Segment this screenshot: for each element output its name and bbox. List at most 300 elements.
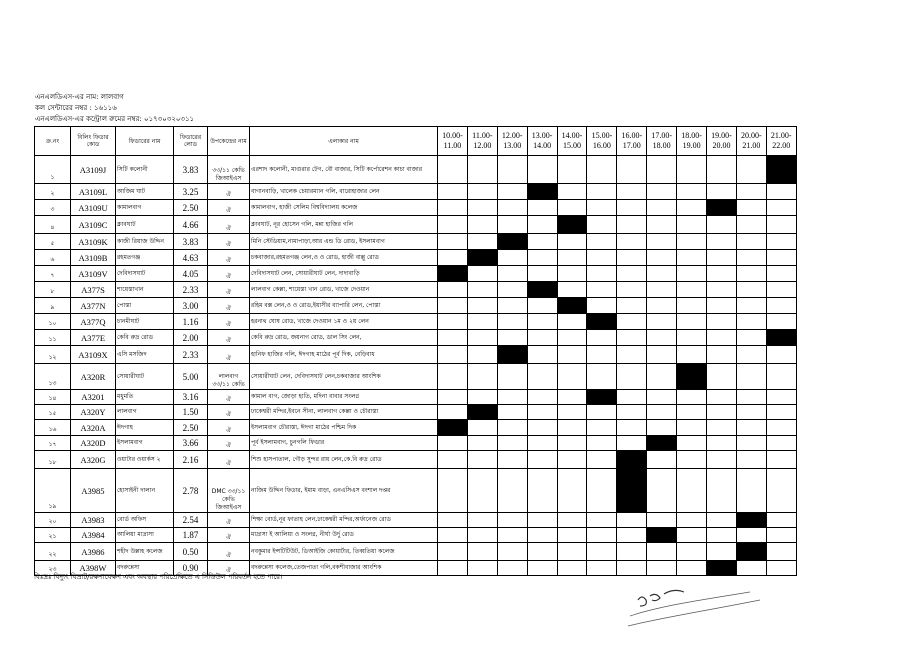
outage-slot-empty xyxy=(707,528,737,543)
outage-slot-empty xyxy=(587,543,617,561)
outage-slot-empty xyxy=(467,216,497,234)
feeder-code: A377E xyxy=(71,330,116,346)
feeder-load: 4.05 xyxy=(174,266,208,282)
outage-slot-empty xyxy=(647,234,677,250)
outage-slot-empty xyxy=(766,184,796,200)
feeder-load: 2.54 xyxy=(174,513,208,528)
outage-slot-empty xyxy=(707,184,737,200)
area-name: চকবাজার,রহমতগঞ্জ লেন,ও ও রোড, হাজী বাল্লু রোড xyxy=(250,250,438,266)
outage-slot-empty xyxy=(587,436,617,451)
outage-slot-empty xyxy=(617,436,647,451)
area-name: এরশাদ কলোনী, মাগুরার টেগ, বৌ বাজার, সিটি কর্পোরেশন কাচা বাজার xyxy=(250,156,438,184)
row-sn: ৩ xyxy=(35,200,71,216)
outage-slot-empty xyxy=(736,390,766,405)
substation-name: ঐ xyxy=(208,282,250,298)
outage-slot-empty xyxy=(736,266,766,282)
feeder-name: ক্লাবঘাট xyxy=(116,216,174,234)
feeder-name: বোর্ড অফিস xyxy=(116,513,174,528)
outage-slot-empty xyxy=(438,469,468,513)
outage-slot-empty xyxy=(736,184,766,200)
outage-slot-empty xyxy=(587,513,617,528)
outage-slot-empty xyxy=(587,420,617,436)
outage-slot-empty xyxy=(527,390,557,405)
feeder-code: A3985 xyxy=(71,469,116,513)
outage-slot-empty xyxy=(527,513,557,528)
col-header-feeder-name: ফিডারের নাম xyxy=(116,127,174,156)
outage-slot-empty xyxy=(497,282,527,298)
feeder-code: A320G xyxy=(71,451,116,469)
feeder-load: 3.83 xyxy=(174,234,208,250)
outage-slot-empty xyxy=(587,528,617,543)
col-header-area: এলাকার নাম xyxy=(250,127,438,156)
feeder-name: কাজী রিয়াজ উদ্দিন xyxy=(116,234,174,250)
table-row xyxy=(35,469,797,513)
outage-slot-empty xyxy=(438,346,468,364)
table-row xyxy=(35,216,797,234)
outage-slot-empty xyxy=(707,469,737,513)
outage-slot-empty xyxy=(766,420,796,436)
outage-slot-empty xyxy=(438,405,468,420)
outage-slot-empty xyxy=(647,298,677,314)
outage-slot-empty xyxy=(557,405,587,420)
area-name: বদরুন্নেসা কলেজ,তেজপাতা গলি,বকশীবাজার আংশিক xyxy=(250,561,438,576)
col-header-sn: ক্র.নং xyxy=(35,127,71,156)
outage-slot-empty xyxy=(527,561,557,576)
area-name: শিশু হাসপাতাল, গৌড় সুন্দর রায় লেন,কে.বি রুদ্র রোড xyxy=(250,451,438,469)
feeder-code: A3983 xyxy=(71,513,116,528)
outage-slot-empty xyxy=(467,543,497,561)
outage-slot-empty xyxy=(677,390,707,405)
outage-slot-empty xyxy=(766,234,796,250)
outage-slot-empty xyxy=(677,234,707,250)
feeder-name: শায়েস্তাখান xyxy=(116,282,174,298)
outage-slot-marked xyxy=(557,216,587,234)
outage-slot-empty xyxy=(617,390,647,405)
outage-slot-empty xyxy=(617,314,647,330)
outage-slot-empty xyxy=(467,314,497,330)
col-header-slot: 12.00-13.00 xyxy=(497,127,527,156)
outage-slot-empty xyxy=(527,420,557,436)
outage-slot-empty xyxy=(647,156,677,184)
area-name: রহিম বক্স লেন,ও ও রোড,ইয়াসীর ব্যাপারি লেন, পোস্তা xyxy=(250,298,438,314)
outage-slot-empty xyxy=(647,200,677,216)
col-header-slot: 18.00-19.00 xyxy=(677,127,707,156)
nlds-name: এনএলডিএস-এর নাম: লালবাগ xyxy=(35,93,124,101)
feeder-code: A3201 xyxy=(71,390,116,405)
outage-slot-marked xyxy=(736,543,766,561)
outage-slot-empty xyxy=(557,469,587,513)
col-header-slot: 15.00-16.00 xyxy=(587,127,617,156)
substation-name: ঐ xyxy=(208,436,250,451)
outage-slot-marked xyxy=(497,234,527,250)
outage-slot-empty xyxy=(467,513,497,528)
outage-slot-empty xyxy=(527,156,557,184)
substation-name: ঐ xyxy=(208,298,250,314)
outage-slot-empty xyxy=(438,298,468,314)
outage-slot-empty xyxy=(736,451,766,469)
outage-slot-empty xyxy=(736,200,766,216)
outage-slot-empty xyxy=(438,364,468,390)
table-row xyxy=(35,436,797,451)
area-name: নাজিম উদ্দিন ফিডার, ইমাম বাড়া, এনএসিএস বংশাল দপ্তর xyxy=(250,469,438,513)
outage-slot-empty xyxy=(587,216,617,234)
area-name: লালবাগ কেল্লা, শায়েস্তা খান রোড, খাজে দেওয়ান xyxy=(250,282,438,298)
table-header-row xyxy=(35,127,797,156)
outage-slot-empty xyxy=(527,216,557,234)
substation-name: ঐ xyxy=(208,266,250,282)
col-header-slot: 19.00-20.00 xyxy=(707,127,737,156)
outage-slot-empty xyxy=(587,250,617,266)
outage-slot-empty xyxy=(766,561,796,576)
outage-slot-empty xyxy=(677,282,707,298)
col-header-substation: উপকেন্দ্রের নাম xyxy=(208,127,250,156)
outage-slot-marked xyxy=(467,250,497,266)
outage-slot-empty xyxy=(557,543,587,561)
outage-slot-empty xyxy=(587,346,617,364)
feeder-load: 1.50 xyxy=(174,405,208,420)
feeder-name: সিটি কলোনী xyxy=(116,156,174,184)
substation-name: ঐ xyxy=(208,390,250,405)
feeder-load: 3.16 xyxy=(174,390,208,405)
feeder-load: 0.50 xyxy=(174,543,208,561)
outage-slot-empty xyxy=(677,184,707,200)
table-body xyxy=(35,156,797,576)
feeder-code: A3109L xyxy=(71,184,116,200)
table-row xyxy=(35,184,797,200)
outage-slot-empty xyxy=(467,234,497,250)
feeder-load: 2.50 xyxy=(174,420,208,436)
outage-slot-empty xyxy=(677,469,707,513)
outage-slot-empty xyxy=(557,513,587,528)
table-row xyxy=(35,451,797,469)
table-row xyxy=(35,200,797,216)
outage-slot-empty xyxy=(736,330,766,346)
outage-slot-empty xyxy=(557,250,587,266)
outage-slot-empty xyxy=(467,364,497,390)
outage-slot-marked xyxy=(647,436,677,451)
row-sn: ২০ xyxy=(35,513,71,528)
col-header-load: ফিডারের লোড xyxy=(174,127,208,156)
outage-slot-empty xyxy=(736,314,766,330)
outage-slot-empty xyxy=(707,436,737,451)
outage-slot-empty xyxy=(438,451,468,469)
outage-slot-empty xyxy=(707,282,737,298)
outage-slot-empty xyxy=(438,216,468,234)
area-name: শিক্ষা বোর্ড,নূর ফাতাহ লেন,ঢাকেশ্বরী মন্দির,অর্ফানেজ রোড xyxy=(250,513,438,528)
area-name: হানিফ হাজির গলি, ঈদগাহ মাঠের পূর্ব দিক, বেড়িবাধ xyxy=(250,346,438,364)
outage-slot-empty xyxy=(467,528,497,543)
outage-slot-empty xyxy=(587,234,617,250)
outage-slot-empty xyxy=(527,234,557,250)
table-row xyxy=(35,543,797,561)
feeder-load: 5.00 xyxy=(174,364,208,390)
outage-slot-empty xyxy=(766,469,796,513)
outage-slot-marked xyxy=(707,200,737,216)
outage-slot-empty xyxy=(557,346,587,364)
feeder-code: A377S xyxy=(71,282,116,298)
outage-slot-empty xyxy=(736,346,766,364)
outage-slot-empty xyxy=(438,200,468,216)
outage-slot-empty xyxy=(707,513,737,528)
table-row xyxy=(35,156,797,184)
outage-slot-marked xyxy=(557,298,587,314)
outage-slot-empty xyxy=(707,330,737,346)
outage-slot-empty xyxy=(467,436,497,451)
outage-slot-empty xyxy=(707,250,737,266)
outage-slot-empty xyxy=(587,469,617,513)
outage-slot-empty xyxy=(647,184,677,200)
outage-slot-empty xyxy=(467,330,497,346)
substation-name: ঐ xyxy=(208,234,250,250)
outage-slot-empty xyxy=(467,184,497,200)
feeder-code: A3109K xyxy=(71,234,116,250)
outage-slot-empty xyxy=(707,451,737,469)
table-row xyxy=(35,420,797,436)
feeder-name: লালবাগ xyxy=(116,405,174,420)
outage-slot-empty xyxy=(438,390,468,405)
feeder-name: কামালবাগ xyxy=(116,200,174,216)
outage-slot-empty xyxy=(557,314,587,330)
outage-slot-empty xyxy=(677,314,707,330)
outage-slot-empty xyxy=(707,156,737,184)
feeder-code: A377Q xyxy=(71,314,116,330)
feeder-load: 4.66 xyxy=(174,216,208,234)
outage-slot-marked xyxy=(467,405,497,420)
outage-slot-empty xyxy=(677,330,707,346)
table-row xyxy=(35,266,797,282)
outage-slot-empty xyxy=(438,436,468,451)
outage-slot-empty xyxy=(647,250,677,266)
outage-slot-empty xyxy=(766,528,796,543)
outage-slot-empty xyxy=(527,298,557,314)
outage-slot-empty xyxy=(707,346,737,364)
outage-slot-empty xyxy=(766,250,796,266)
outage-slot-marked xyxy=(587,390,617,405)
outage-slot-empty xyxy=(766,266,796,282)
outage-slot-empty xyxy=(677,156,707,184)
row-sn: ৪ xyxy=(35,216,71,234)
feeder-code: A3109X xyxy=(71,346,116,364)
feeder-load: 2.33 xyxy=(174,282,208,298)
feeder-load: 1.87 xyxy=(174,528,208,543)
outage-slot-empty xyxy=(467,282,497,298)
outage-slot-empty xyxy=(766,364,796,390)
table-row xyxy=(35,513,797,528)
outage-slot-empty xyxy=(527,451,557,469)
feeder-load: 2.33 xyxy=(174,346,208,364)
outage-slot-empty xyxy=(736,234,766,250)
outage-slot-empty xyxy=(617,282,647,298)
outage-slot-marked xyxy=(587,314,617,330)
outage-slot-empty xyxy=(647,420,677,436)
outage-slot-empty xyxy=(647,216,677,234)
outage-slot-empty xyxy=(677,405,707,420)
outage-slot-marked xyxy=(707,561,737,576)
row-sn: ১৫ xyxy=(35,405,71,420)
outage-slot-empty xyxy=(467,469,497,513)
outage-slot-empty xyxy=(617,184,647,200)
outage-slot-empty xyxy=(766,314,796,330)
outage-slot-empty xyxy=(736,216,766,234)
outage-slot-empty xyxy=(527,405,557,420)
outage-slot-empty xyxy=(736,420,766,436)
outage-slot-empty xyxy=(557,528,587,543)
table-row xyxy=(35,234,797,250)
outage-slot-empty xyxy=(647,314,677,330)
outage-slot-empty xyxy=(587,451,617,469)
outage-slot-marked xyxy=(766,330,796,346)
outage-slot-empty xyxy=(467,266,497,282)
outage-slot-empty xyxy=(647,451,677,469)
outage-slot-empty xyxy=(587,298,617,314)
outage-slot-empty xyxy=(557,156,587,184)
feeder-code: A320Y xyxy=(71,405,116,420)
outage-slot-empty xyxy=(617,420,647,436)
feeder-code: A320A xyxy=(71,420,116,436)
feeder-name: এসি মসজিদ xyxy=(116,346,174,364)
row-sn: ১৭ xyxy=(35,436,71,451)
area-name: কামাল বাগ, জোড়া হাতি, মদিনা বাবার সংলগ্ন xyxy=(250,390,438,405)
col-header-slot: 20.00-21.00 xyxy=(736,127,766,156)
outage-slot-empty xyxy=(766,436,796,451)
outage-slot-empty xyxy=(497,156,527,184)
outage-slot-marked xyxy=(497,346,527,364)
row-sn: ৯ xyxy=(35,298,71,314)
outage-slot-empty xyxy=(497,184,527,200)
feeder-code: A3986 xyxy=(71,543,116,561)
outage-slot-empty xyxy=(766,405,796,420)
area-name: কেবি রুদ্র রোড, জয়নাগ রোড, ডাল সিং লেন, xyxy=(250,330,438,346)
outage-slot-empty xyxy=(647,469,677,513)
outage-slot-empty xyxy=(557,200,587,216)
outage-slot-empty xyxy=(467,156,497,184)
feeder-name: হোসাইনী দালান xyxy=(116,469,174,513)
feeder-name: ইসলামবাগ xyxy=(116,436,174,451)
outage-slot-empty xyxy=(617,543,647,561)
footnote: বিঃদ্রঃ বিদ্যুৎ বিভ্রাট/রক্ষণাবেক্ষণ এবং অবস্থার পরিপ্রেক্ষিতে এ সিডিউল পরিবর্তন হতে পারে। xyxy=(34,573,283,581)
outage-slot-empty xyxy=(527,469,557,513)
outage-slot-empty xyxy=(467,561,497,576)
area-name: দেবিদাসঘাট লেন, সোয়ারীঘাট লেন, দাদাবাড়ি xyxy=(250,266,438,282)
outage-slot-empty xyxy=(617,346,647,364)
outage-slot-empty xyxy=(617,266,647,282)
outage-slot-empty xyxy=(587,405,617,420)
outage-slot-empty xyxy=(736,469,766,513)
feeder-code: A320R xyxy=(71,364,116,390)
outage-slot-empty xyxy=(647,561,677,576)
outage-slot-empty xyxy=(707,420,737,436)
substation-name: DMC ৩৩/১১ কেভি জিআইএস xyxy=(208,469,250,513)
outage-slot-empty xyxy=(527,436,557,451)
col-header-slot: 11.00-12.00 xyxy=(467,127,497,156)
outage-slot-empty xyxy=(647,513,677,528)
outage-slot-empty xyxy=(497,250,527,266)
outage-slot-empty xyxy=(587,282,617,298)
col-header-slot: 10.00-11.00 xyxy=(438,127,468,156)
substation-name: ঐ xyxy=(208,405,250,420)
substation-name: ঐ xyxy=(208,184,250,200)
feeder-load: 3.00 xyxy=(174,298,208,314)
outage-slot-empty xyxy=(617,200,647,216)
outage-slot-empty xyxy=(587,561,617,576)
outage-slot-empty xyxy=(647,346,677,364)
outage-slot-empty xyxy=(617,156,647,184)
col-header-slot: 16.00-17.00 xyxy=(617,127,647,156)
outage-slot-empty xyxy=(617,513,647,528)
outage-slot-empty xyxy=(647,405,677,420)
feeder-name: ওয়াটার ওয়ার্কস ২ xyxy=(116,451,174,469)
outage-slot-empty xyxy=(736,528,766,543)
outage-slot-empty xyxy=(467,451,497,469)
outage-slot-empty xyxy=(557,234,587,250)
table-row xyxy=(35,282,797,298)
outage-slot-empty xyxy=(557,330,587,346)
substation-name: ঐ xyxy=(208,216,250,234)
outage-slot-empty xyxy=(497,436,527,451)
outage-slot-empty xyxy=(677,200,707,216)
outage-slot-empty xyxy=(497,266,527,282)
outage-slot-empty xyxy=(617,528,647,543)
outage-slot-empty xyxy=(766,451,796,469)
outage-slot-empty xyxy=(497,469,527,513)
table-row xyxy=(35,528,797,543)
signature-stamp xyxy=(620,586,770,636)
outage-slot-empty xyxy=(497,451,527,469)
outage-slot-empty xyxy=(707,390,737,405)
outage-slot-empty xyxy=(766,282,796,298)
outage-slot-empty xyxy=(497,364,527,390)
outage-slot-empty xyxy=(497,528,527,543)
outage-slot-empty xyxy=(527,364,557,390)
col-header-slot: 17.00-18.00 xyxy=(647,127,677,156)
feeder-name: শহীদ উল্লাহ কলেজ xyxy=(116,543,174,561)
outage-slot-empty xyxy=(467,346,497,364)
outage-slot-empty xyxy=(677,298,707,314)
outage-slot-empty xyxy=(707,314,737,330)
outage-slot-empty xyxy=(707,266,737,282)
outage-slot-empty xyxy=(587,200,617,216)
outage-slot-empty xyxy=(438,528,468,543)
outage-slot-empty xyxy=(467,200,497,216)
outage-slot-empty xyxy=(677,561,707,576)
outage-slot-empty xyxy=(677,513,707,528)
outage-slot-empty xyxy=(497,200,527,216)
feeder-load: 3.25 xyxy=(174,184,208,200)
row-sn: ২৩ xyxy=(35,561,71,576)
outage-slot-empty xyxy=(766,346,796,364)
area-name: পূর্ব ইসলামবাগ, চুনগলি ফিডার xyxy=(250,436,438,451)
outage-slot-marked xyxy=(438,420,468,436)
area-name: কামালবাগ, হাজী সেলিম বিশ্ববিদ্যালয় কলেজ xyxy=(250,200,438,216)
feeder-name: ঈদগাহ xyxy=(116,420,174,436)
substation-name: ঐ xyxy=(208,250,250,266)
outage-slot-empty xyxy=(557,436,587,451)
outage-slot-marked xyxy=(677,364,707,390)
feeder-load: 3.83 xyxy=(174,156,208,184)
outage-slot-empty xyxy=(617,330,647,346)
outage-slot-empty xyxy=(438,314,468,330)
row-sn: ২ xyxy=(35,184,71,200)
outage-slot-empty xyxy=(438,330,468,346)
outage-slot-empty xyxy=(647,543,677,561)
outage-slot-empty xyxy=(497,314,527,330)
call-center-number: কল সেন্টারের নম্বর : ১৬১১৬ xyxy=(35,104,117,112)
outage-slot-empty xyxy=(766,298,796,314)
substation-name: ঐ xyxy=(208,314,250,330)
outage-slot-empty xyxy=(527,250,557,266)
feeder-code: A320D xyxy=(71,436,116,451)
outage-slot-empty xyxy=(677,266,707,282)
